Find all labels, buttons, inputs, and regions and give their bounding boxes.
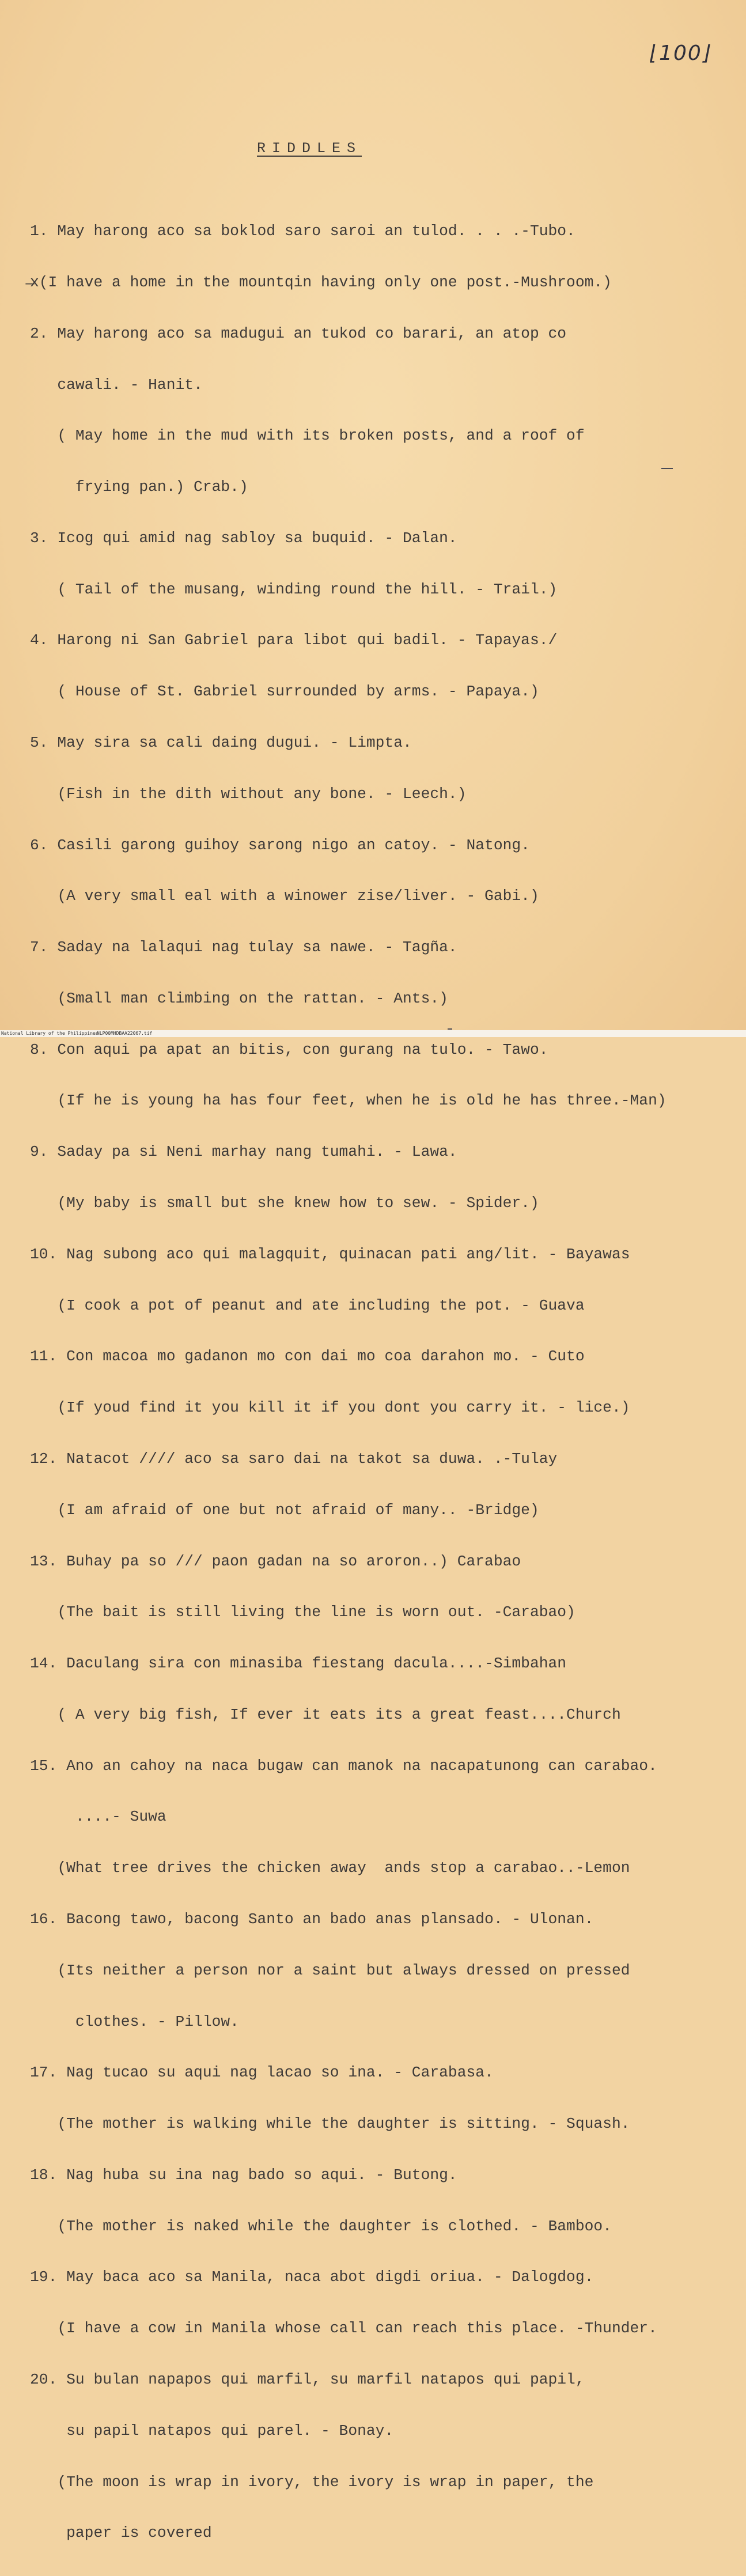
text-line: 15. Ano an cahoy na naca bugaw can manok na nacapatunong can carabao.: [30, 1757, 657, 1775]
text-line: 17. Nag tucao su aqui nag lacao so ina. - Carabasa.: [30, 2064, 494, 2082]
text-line: ( House of St. Gabriel surrounded by arms. - Papaya.): [30, 683, 539, 701]
text-line: 12. Natacot //// aco sa saro dai na takot sa duwa. .-Tulay: [30, 1450, 558, 1467]
page-number: ⌊100⌋: [650, 41, 711, 65]
text-line: (Fish in the dith without any bone. - Leech.): [30, 785, 467, 803]
scan-footer: [0, 1030, 746, 1037]
text-line: (What tree drives the chicken away ands stop a carabao..-Lemon: [30, 1859, 630, 1877]
stray-tick-mark: [448, 1028, 452, 1030]
text-line: 3. Icog qui amid nag sabloy sa buquid. - Dalan.: [30, 529, 457, 547]
text-line: 2. May harong aco sa madugui an tukod co barari, an atop co: [30, 324, 567, 342]
text-line: su papil natapos qui parel. - Bonay.: [30, 2422, 394, 2439]
text-line: (Small man climbing on the rattan. - Ants.): [30, 989, 448, 1007]
text-line: (The mother is walking while the daughter is sitting. - Squash.: [30, 2115, 630, 2133]
text-line: cawali. - Hanit.: [30, 376, 203, 394]
text-line: ̶x(I have a home in the mountqin having only one post.-Mushroom.): [30, 273, 612, 291]
text-line: (If he is young ha has four feet, when he is old he has three.-Man): [30, 1092, 667, 1110]
text-line: (Its neither a person nor a saint but always dressed on pressed: [30, 1961, 630, 1979]
text-line: (I am afraid of one but not afraid of many.. -Bridge): [30, 1501, 539, 1519]
text-line: (The mother is naked while the daughter is clothed. - Bamboo.: [30, 2217, 612, 2235]
text-line: (The bait is still living the line is worn out. -Carabao): [30, 1603, 575, 1621]
text-line: (If youd find it you kill it if you dont you carry it. - lice.): [30, 1399, 630, 1417]
text-line: (The moon is wrap in ivory, the ivory is wrap in paper, the: [30, 2473, 594, 2491]
text-line: clothes. - Pillow.: [30, 2013, 239, 2030]
text-line: frying pan.) Crab.): [30, 478, 248, 496]
text-line: 4. Harong ni San Gabriel para libot qui badil. - Tapayas./: [30, 631, 558, 649]
text-line: 8. Con aqui pa apat an bitis, con gurang na tulo. - Tawo.: [30, 1041, 548, 1058]
text-line: 7. Saday na lalaqui nag tulay sa nawe. - Tagña.: [30, 939, 457, 956]
text-line: 20. Su bulan napapos qui marfil, su marfil natapos qui papil,: [30, 2371, 585, 2388]
text-line: ( May home in the mud with its broken posts, and a roof of: [30, 427, 585, 445]
text-line: ( Tail of the musang, winding round the hill. - Trail.): [30, 580, 558, 598]
text-line: 1. May harong aco sa boklod saro saroi an tulod. . . .-Tubo.: [30, 222, 575, 240]
text-line: 11. Con macoa mo gadanon mo con dai mo coa darahon mo. - Cuto: [30, 1348, 585, 1365]
text-line: 16. Bacong tawo, bacong Santo an bado anas plansado. - Ulonan.: [30, 1910, 594, 1928]
text-line: 5. May sira sa cali daing dugui. - Limpta.: [30, 734, 412, 751]
stray-dash-mark: [661, 468, 673, 469]
library-credit: National Library of the Philippines: [1, 1031, 99, 1036]
text-line: (My baby is small but she knew how to sew. - Spider.): [30, 1194, 539, 1212]
text-line: (I cook a pot of peanut and ate including the pot. - Guava: [30, 1296, 585, 1314]
text-line: 13. Buhay pa so /// paon gadan na so aroron..) Carabao: [30, 1552, 521, 1570]
text-line: 10. Nag subong aco qui malagquit, quinacan pati ang/lit. - Bayawas: [30, 1245, 630, 1263]
page-title: RIDDLES: [257, 140, 362, 157]
text-line: 19. May baca aco sa Manila, naca abot digdi oriua. - Dalogdog.: [30, 2268, 594, 2286]
file-name: NLP00MHDBAA22067.tif: [97, 1031, 153, 1036]
text-line: (I have a cow in Manila whose call can reach this place. -Thunder.: [30, 2320, 657, 2337]
text-line: 18. Nag huba su ina nag bado so aqui. - Butong.: [30, 2166, 457, 2184]
text-line: 14. Daculang sira con minasiba fiestang dacula....-Simbahan: [30, 1655, 567, 1673]
text-line: 9. Saday pa si Neni marhay nang tumahi. - Lawa.: [30, 1143, 457, 1161]
text-line: paper is covered: [30, 2524, 212, 2542]
riddle-list: [30, 189, 739, 2576]
text-line: ....- Suwa: [30, 1808, 166, 1826]
text-line: 6. Casili garong guihoy sarong nigo an catoy. - Natong.: [30, 836, 530, 854]
text-line: ( A very big fish, If ever it eats its a great feast....Church: [30, 1705, 621, 1723]
text-line: (A very small eal with a winower zise/liver. - Gabi.): [30, 887, 539, 905]
